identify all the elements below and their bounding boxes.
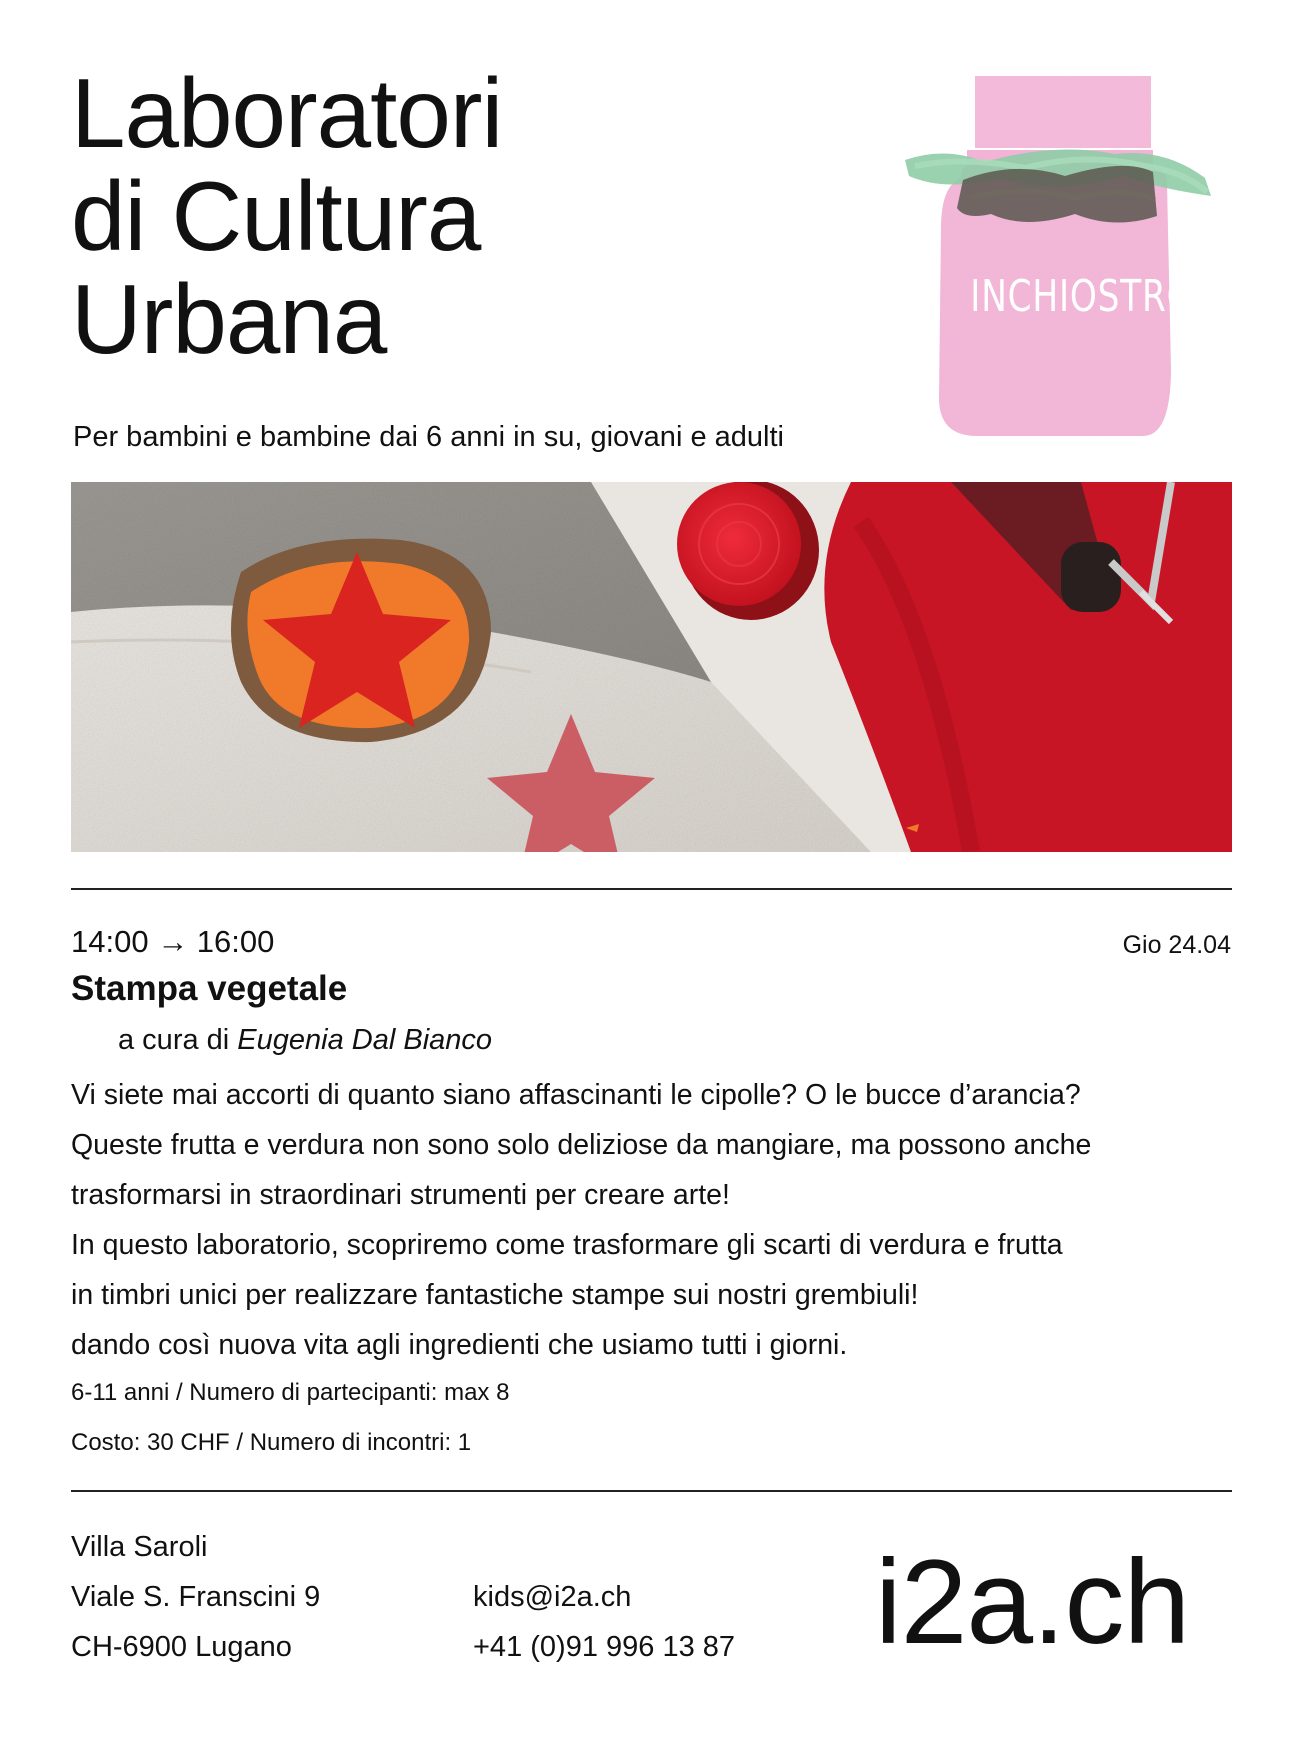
description-line: Queste frutta e verdura non sono solo deliziose da mangiare, ma possono anche — [71, 1129, 1092, 1161]
event-time: 14:00 → 16:00 — [71, 924, 275, 959]
phone-link[interactable]: +41 (0)91 996 13 87 — [473, 1631, 736, 1663]
title-line-2: di Cultura — [71, 161, 481, 271]
description-line: In questo laboratorio, scopriremo come trasformare gli scarti di verdura e frutta — [71, 1229, 1063, 1261]
ink-jar-icon — [905, 68, 1215, 438]
address-line: Viale S. Franscini 9 — [71, 1581, 321, 1613]
meta-age-participants: 6-11 anni / Numero di partecipanti: max 8 — [71, 1379, 510, 1406]
description-line: trasformarsi in straordinari strumenti per creare arte! — [71, 1179, 730, 1211]
curator-name: Eugenia Dal Bianco — [237, 1024, 493, 1056]
event-date: Gio 24.04 — [1122, 931, 1231, 959]
divider-bottom — [71, 1490, 1232, 1492]
meta-cost-sessions: Costo: 30 CHF / Numero di incontri: 1 — [71, 1429, 472, 1456]
email-link[interactable]: kids@i2a.ch — [473, 1581, 632, 1613]
curator — [118, 1022, 492, 1058]
description-line: in timbri unici per realizzare fantastiche stampe sui nostri grembiuli! — [71, 1279, 919, 1311]
title-line-1: Laboratori — [71, 58, 503, 168]
page-title — [71, 58, 503, 374]
vegetable-stamp-photo — [71, 482, 1232, 852]
title-line-3: Urbana — [71, 264, 387, 374]
curator-prefix: a cura di — [118, 1024, 238, 1056]
photo-illustration — [71, 482, 1232, 852]
event-title: Stampa vegetale — [71, 969, 348, 1008]
event-description — [71, 1070, 1232, 1370]
contact — [473, 1572, 735, 1672]
site-logo[interactable]: i2a.ch — [875, 1535, 1190, 1669]
address-line: Villa Saroli — [71, 1531, 208, 1563]
description-line: Vi siete mai accorti di quanto siano affascinanti le cipolle? O le bucce d’arancia? — [71, 1079, 1081, 1111]
address-line: CH-6900 Lugano — [71, 1631, 292, 1663]
address — [71, 1522, 320, 1672]
subtitle: Per bambini e bambine dai 6 anni in su, giovani e adulti — [73, 421, 784, 453]
ink-jar-label: INCHIOSTRO — [970, 271, 1195, 322]
divider-top — [71, 888, 1232, 890]
description-line: dando così nuova vita agli ingredienti che usiamo tutti i giorni. — [71, 1329, 848, 1361]
